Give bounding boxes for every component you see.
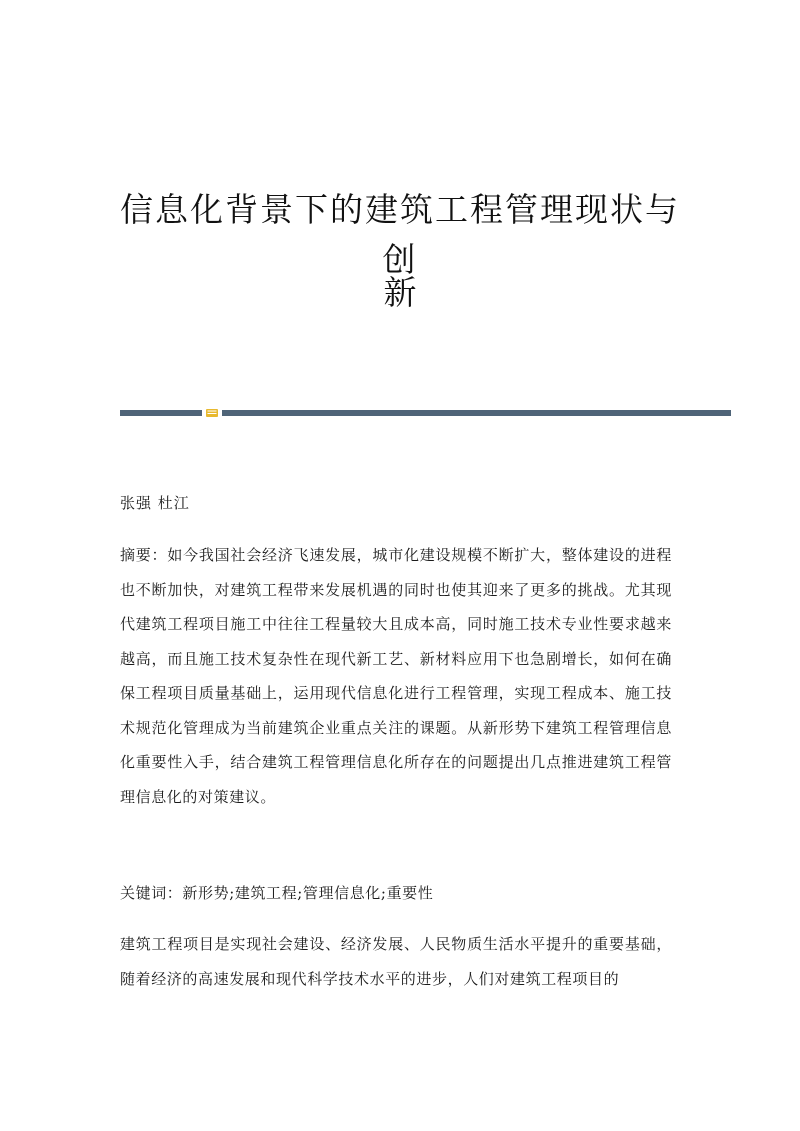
book-emblem-icon: [206, 408, 218, 418]
divider-bar-right: [222, 410, 731, 416]
divider-bar-left: [120, 410, 202, 416]
document-title: 信息化背景下的建筑工程管理现状与创: [120, 190, 680, 279]
keywords-line: 关键词：新形势;建筑工程;管理信息化;重要性: [120, 884, 434, 902]
title-divider: [120, 408, 731, 418]
body-paragraph: 建筑工程项目是实现社会建设、经济发展、人民物质生活水平提升的重要基础，随着经济的高速发展和现代科学技术水平的进步，人们对建筑工程项目的: [120, 935, 672, 988]
author-line: 张强 杜江: [120, 494, 190, 512]
document-title-continued: 新: [383, 273, 417, 312]
abstract-paragraph: 摘要：如今我国社会经济飞速发展，城市化建设规模不断扩大，整体建设的进程也不断加快，对建筑工程带来发展机遇的同时也使其迎来了更多的挑战。尤其现代建筑工程项目施工中往往工程量较大且成本高，同时施工技术专业性要求越来越高，而且施工技术复杂性在现代新工艺、新材料应用下也急剧增长，如何在确保工程项目质量基础上，运用现代信息化进行工程管理，实现工程成本、施工技术规范化管理成为当前建筑企业重点关注的课题。从新形势下建筑工程管理信息化重要性入手，结合建筑工程管理信息化所存在的问题提出几点推进建筑工程管理信息化的对策建议。: [120, 546, 672, 806]
